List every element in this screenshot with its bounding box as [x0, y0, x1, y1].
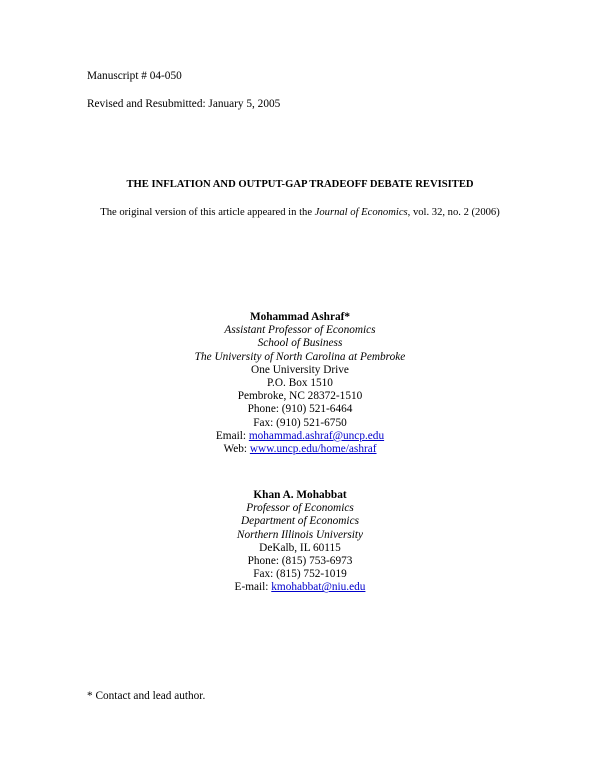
author-school: School of Business [257, 337, 343, 350]
author-email-row [0, 581, 600, 594]
author-fax: Fax: (910) 521-6750 [253, 416, 347, 429]
author-title: Assistant Professor of Economics [224, 324, 376, 337]
author-city: Pembroke, NC 28372-1510 [237, 390, 363, 403]
author-phone: Phone: (815) 753-6973 [247, 555, 353, 568]
revision-date: Revised and Resubmitted: January 5, 2005 [87, 98, 281, 110]
author-department: Department of Economics [241, 515, 359, 528]
author-block-ashraf [0, 311, 600, 456]
manuscript-number: Manuscript # 04-050 [87, 70, 182, 82]
email-label: E-mail: [234, 581, 272, 594]
web-link[interactable]: www.uncp.edu/home/ashraf [249, 443, 377, 456]
email-label: Email: [215, 429, 249, 442]
author-city: DeKalb, IL 60115 [259, 541, 341, 554]
article-title: THE INFLATION AND OUTPUT-GAP TRADEOFF DEBATE REVISITED [126, 179, 474, 190]
author-university: The University of North Carolina at Pembroke [194, 350, 406, 363]
author-university: Northern Illinois University [236, 528, 364, 541]
author-phone: Phone: (910) 521-6464 [247, 403, 353, 416]
publication-note-suffix: , vol. 32, no. 2 (2006) [407, 207, 500, 218]
email-link[interactable]: mohammad.ashraf@uncp.edu [248, 429, 385, 442]
author-fax: Fax: (815) 752-1019 [253, 568, 347, 581]
email-link[interactable]: kmohabbat@niu.edu [271, 581, 366, 594]
author-web-row [0, 443, 600, 456]
publication-note-prefix: The original version of this article appeared in the [100, 207, 315, 218]
author-email-row [0, 430, 600, 443]
author-address-line1: One University Drive [251, 363, 349, 376]
author-name: Khan A. Mohabbat [253, 489, 347, 501]
author-block-mohabbat [0, 489, 600, 595]
author-title: Professor of Economics [246, 502, 354, 515]
author-address-line2: P.O. Box 1510 [267, 377, 333, 390]
journal-name: Journal of Economics [314, 207, 408, 218]
footnote: * Contact and lead author. [87, 690, 206, 702]
web-label: Web: [223, 443, 250, 456]
publication-note [0, 207, 600, 218]
author-name: Mohammad Ashraf* [249, 311, 351, 323]
